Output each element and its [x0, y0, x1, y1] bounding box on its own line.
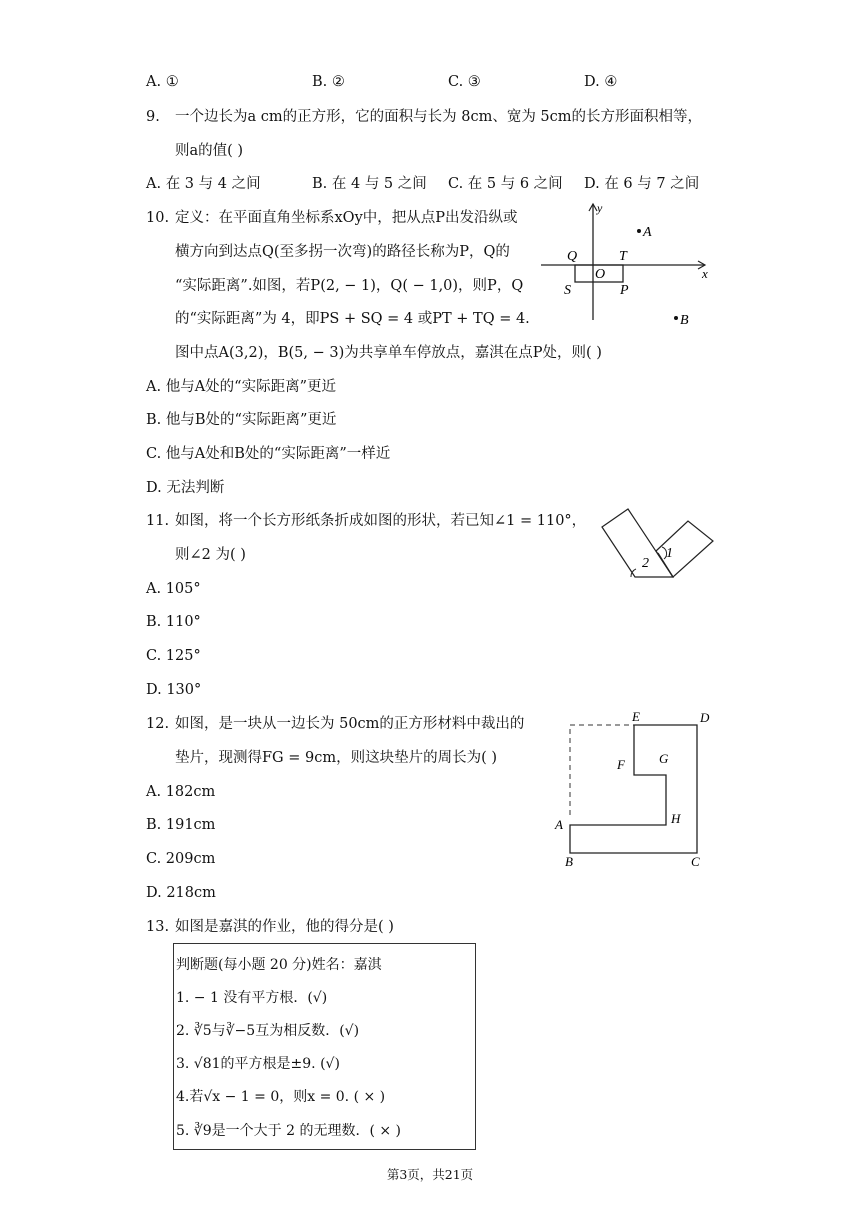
q12-stem-line2: 垫片，现测得FG = 9cm，则这块垫片的周长为( ) [175, 750, 498, 766]
q12-label-g: G [659, 751, 669, 766]
q12-number: 12. [146, 716, 170, 732]
q9-option-c: C. 在 5 与 6 之间 [448, 176, 563, 192]
q11-angle-1-label: 1 [666, 546, 673, 561]
q12-gasket-figure [550, 708, 720, 873]
q10-label-s: S [564, 283, 571, 298]
q10-label-p: P [620, 283, 629, 298]
q12-label-e: E [632, 709, 640, 724]
q11-angle-2-label: 2 [642, 556, 649, 571]
q9-option-d: D. 在 6 与 7 之间 [584, 176, 700, 192]
q13-number: 13. [146, 919, 170, 935]
q11-option-c: C. 125° [146, 648, 201, 664]
q10-label-y: y [597, 201, 603, 215]
q10-label-a: A [643, 225, 652, 240]
q10-coordinate-figure [535, 198, 720, 333]
q10-label-o: O [595, 267, 606, 282]
q12-option-c: C. 209cm [146, 851, 216, 867]
q12-stem-line1: 如图，是一块从一边长为 50cm的正方形材料中裁出的 [175, 716, 525, 732]
q11-folded-strip-figure [600, 505, 718, 585]
q12-label-f: F [617, 757, 625, 772]
q10-number: 10. [146, 210, 170, 226]
q9-number: 9. [146, 109, 160, 125]
q11-option-a: A. 105° [146, 581, 201, 597]
q13-stem: 如图是嘉淇的作业，他的得分是( ) [175, 919, 394, 935]
q8-option-c: C. ③ [448, 74, 481, 90]
homework-title: 判断题(每小题 20 分)姓名：嘉淇 [176, 957, 382, 973]
q11-stem-line2: 则∠2 为( ) [175, 547, 246, 563]
q12-option-a: A. 182cm [146, 784, 216, 800]
q11-stem-line1: 如图，将一个长方形纸条折成如图的形状，若已知∠1 = 110°， [175, 513, 587, 529]
q8-option-a: A. ① [146, 74, 179, 90]
q12-option-b: B. 191cm [146, 817, 216, 833]
q12-option-d: D. 218cm [146, 885, 216, 901]
q10-stem-line1: 定义：在平面直角坐标系xOy中，把从点P出发沿纵或 [175, 210, 518, 226]
q9-stem-line1: 一个边长为a cm的正方形，它的面积与长为 8cm、宽为 5cm的长方形面积相等， [175, 109, 703, 125]
q10-stem-line4: 的“实际距离”为 4，即PS + SQ = 4 或PT + TQ = 4. [175, 311, 530, 327]
q12-label-d: D [700, 710, 710, 725]
q10-label-x: x [702, 266, 708, 281]
homework-item-2: 2. ∛5与∛−5互为相反数．(√) [176, 1023, 360, 1039]
q12-label-c: C [691, 854, 700, 869]
q10-option-a: A. 他与A处的“实际距离”更近 [146, 379, 336, 395]
q11-number: 11. [146, 513, 170, 529]
homework-item-1: 1. − 1 没有平方根．(√) [176, 990, 328, 1006]
q10-label-b: B [680, 313, 689, 328]
q11-option-b: B. 110° [146, 614, 201, 630]
q8-option-d: D. ④ [584, 74, 618, 90]
q8-option-b: B. ② [312, 74, 345, 90]
q10-stem-line2: 横方向到达点Q(至多拐一次弯)的路径长称为P，Q的 [175, 244, 510, 260]
q9-stem-line2: 则a的值( ) [175, 143, 244, 159]
q10-option-b: B. 他与B处的“实际距离”更近 [146, 412, 337, 428]
q10-stem-line3: “实际距离”.如图，若P(2, − 1)，Q( − 1,0)，则P，Q [175, 278, 524, 294]
q9-option-b: B. 在 4 与 5 之间 [312, 176, 427, 192]
q12-label-a: A [555, 817, 563, 832]
q11-option-d: D. 130° [146, 682, 202, 698]
q12-label-b: B [565, 854, 573, 869]
q10-label-q: Q [567, 249, 578, 264]
q10-option-c: C. 他与A处和B处的“实际距离”一样近 [146, 446, 391, 462]
q9-option-a: A. 在 3 与 4 之间 [146, 176, 261, 192]
q10-stem-line5: 图中点A(3,2)，B(5, − 3)为共享单车停放点，嘉淇在点P处，则( ) [175, 345, 602, 361]
homework-item-5: 5. ∛9是一个大于 2 的无理数．( × ) [176, 1123, 401, 1139]
q12-label-h: H [671, 811, 681, 826]
homework-item-4: 4.若√x − 1 = 0，则x = 0. ( × ) [176, 1089, 386, 1105]
page-footer: 第3页，共21页 [386, 1167, 474, 1182]
q10-label-t: T [619, 249, 627, 264]
homework-box [173, 943, 476, 1150]
homework-item-3: 3. √81的平方根是±9. (√) [176, 1056, 340, 1072]
q10-option-d: D. 无法判断 [146, 480, 225, 496]
